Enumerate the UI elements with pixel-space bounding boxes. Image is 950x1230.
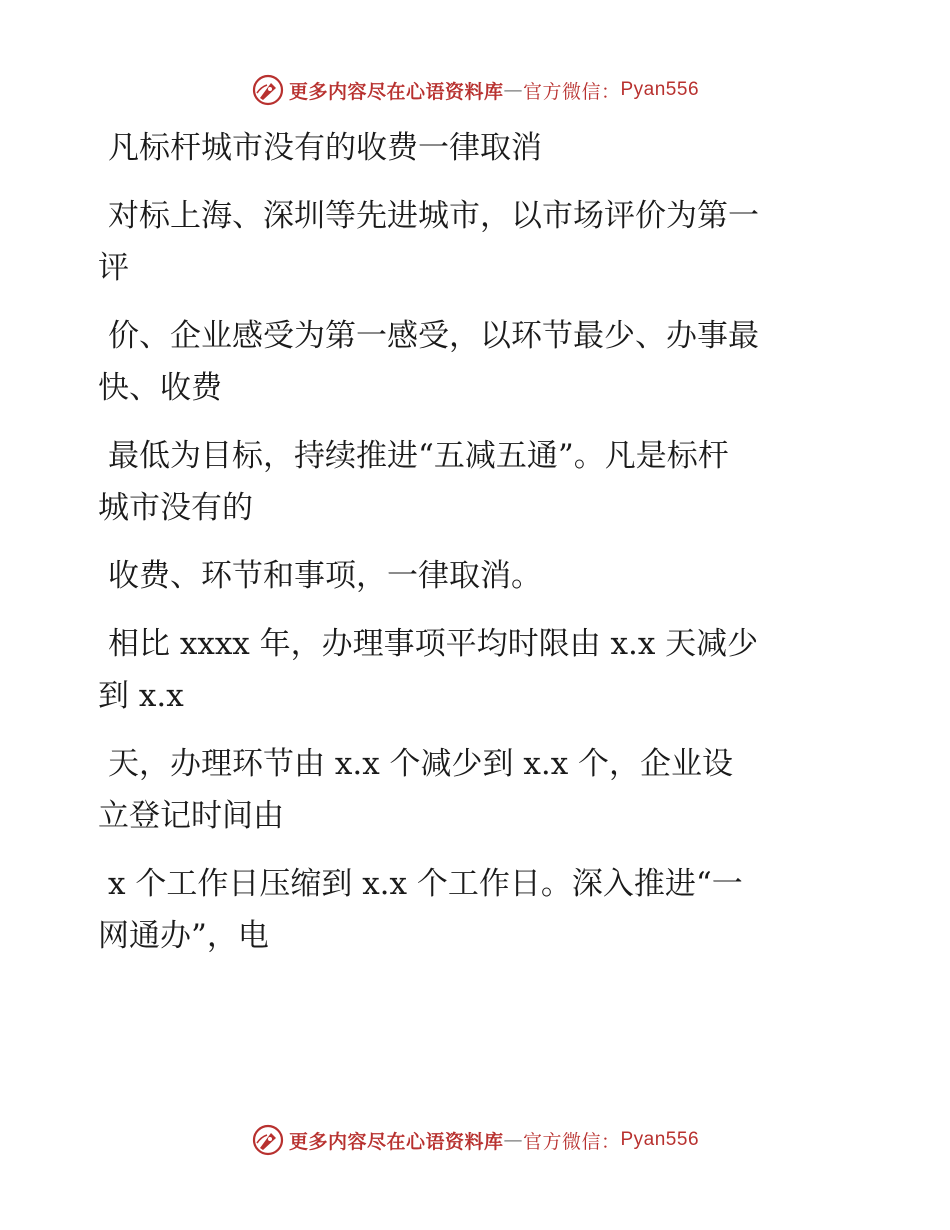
doc-line: 城市没有的 [98,490,253,526]
doc-line: 快、收费 [98,370,222,406]
doc-line: 到 x.x [98,678,184,714]
footer-watermark [0,1120,950,1160]
doc-line: x 个工作日压缩到 x.x 个工作日。深入推进“一 [108,866,743,902]
doc-line: 网通办”，电 [98,918,269,954]
doc-line: 立登记时间由 [98,798,284,834]
doc-heading: 凡标杆城市没有的收费一律取消 [108,130,542,166]
document-body [98,122,858,962]
doc-line: 价、企业感受为第一感受，以环节最少、办事最 [108,318,759,354]
watermark-title: 更多内容尽在心语资料库 [288,80,504,103]
watermark-wechat-label: 官方微信： [522,1130,621,1153]
watermark-separator: — [503,1129,523,1151]
doc-line: 对标上海、深圳等先进城市，以市场评价为第一 [108,198,759,234]
doc-line: 收费、环节和事项，一律取消。 [108,558,542,594]
doc-line: 最低为目标，持续推进“五减五通”。凡是标杆 [108,438,729,474]
doc-line: 天，办理环节由 x.x 个减少到 x.x 个，企业设 [108,746,734,782]
header-watermark [0,70,950,110]
watermark-wechat-id: Pyan556 [620,1129,700,1150]
watermark-wechat-label: 官方微信： [522,80,621,103]
pen-nib-logo-icon [251,1123,285,1157]
watermark-title: 更多内容尽在心语资料库 [288,1130,504,1153]
watermark-separator: — [503,79,523,101]
pen-nib-logo-icon [251,73,285,107]
doc-line: 相比 xxxx 年，办理事项平均时限由 x.x 天减少 [108,626,759,662]
watermark-wechat-id: Pyan556 [620,79,700,100]
doc-line: 评 [98,250,129,286]
